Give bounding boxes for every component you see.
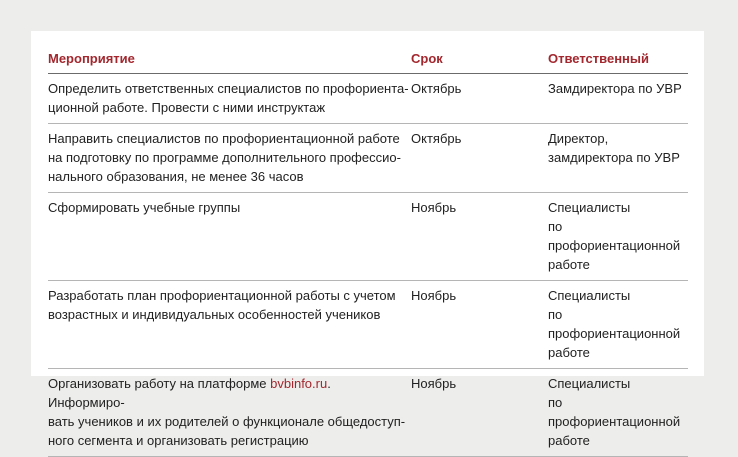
header-responsible: Ответственный (548, 43, 688, 74)
responsible-cell (548, 124, 688, 193)
event-cell (48, 281, 411, 369)
table-row (48, 193, 688, 281)
term-cell: Ноябрь (411, 369, 548, 457)
event-cell (48, 74, 411, 124)
event-cell (48, 193, 411, 281)
responsible-line: Специалисты (548, 376, 631, 391)
term-cell: Октябрь (411, 124, 548, 193)
term-cell: Ноябрь (411, 193, 548, 281)
responsible-line: по профориентационной (548, 219, 681, 253)
term-cell: Октябрь (411, 74, 548, 124)
table-row (48, 124, 688, 193)
responsible-line: по профориентационной (548, 307, 681, 341)
table-row (48, 74, 688, 124)
responsible-line: Специалисты (548, 200, 631, 215)
event-line: на подготовку по программе дополнительного профессио- (48, 150, 401, 165)
event-cell (48, 369, 411, 457)
event-line: нального образования, не менее 36 часов (48, 169, 304, 184)
header-event: Мероприятие (48, 43, 411, 74)
term-cell: Ноябрь (411, 281, 548, 369)
table-row (48, 281, 688, 369)
table-row (48, 369, 688, 457)
responsible-line: Директор, (548, 131, 609, 146)
responsible-line: замдиректора по УВР (548, 150, 680, 165)
event-line: возрастных и индивидуальных особенностей учеников (48, 307, 381, 322)
event-text: . Информиро- (48, 376, 331, 410)
event-line (48, 374, 411, 412)
platform-link[interactable]: bvbinfo.ru (270, 376, 328, 391)
event-line: Направить специалистов по профориентационной работе (48, 131, 400, 146)
events-table (48, 43, 688, 457)
event-line: ного сегмента и организовать регистрацию (48, 433, 309, 448)
responsible-cell (548, 74, 688, 124)
responsible-line: Специалисты (548, 288, 631, 303)
event-cell (48, 124, 411, 193)
responsible-line: работе (548, 257, 590, 272)
responsible-line: работе (548, 345, 590, 360)
responsible-line: работе (548, 433, 590, 448)
responsible-line: Замдиректора по УВР (548, 81, 682, 96)
document-card (31, 31, 704, 448)
responsible-cell (548, 193, 688, 281)
event-line: Определить ответственных специалистов по профориента- (48, 81, 409, 96)
event-line: Сформировать учебные группы (48, 200, 241, 215)
event-text: Организовать работу на платформе (48, 376, 271, 391)
table-header-row (48, 43, 688, 74)
header-term: Срок (411, 43, 548, 74)
event-line: Разработать план профориентационной работы с учетом (48, 288, 396, 303)
responsible-cell (548, 369, 688, 457)
event-line: вать учеников и их родителей о функционале общедоступ- (48, 414, 406, 429)
event-line: ционной работе. Провести с ними инструктаж (48, 100, 326, 115)
responsible-line: по профориентационной (548, 395, 681, 429)
responsible-cell (548, 281, 688, 369)
